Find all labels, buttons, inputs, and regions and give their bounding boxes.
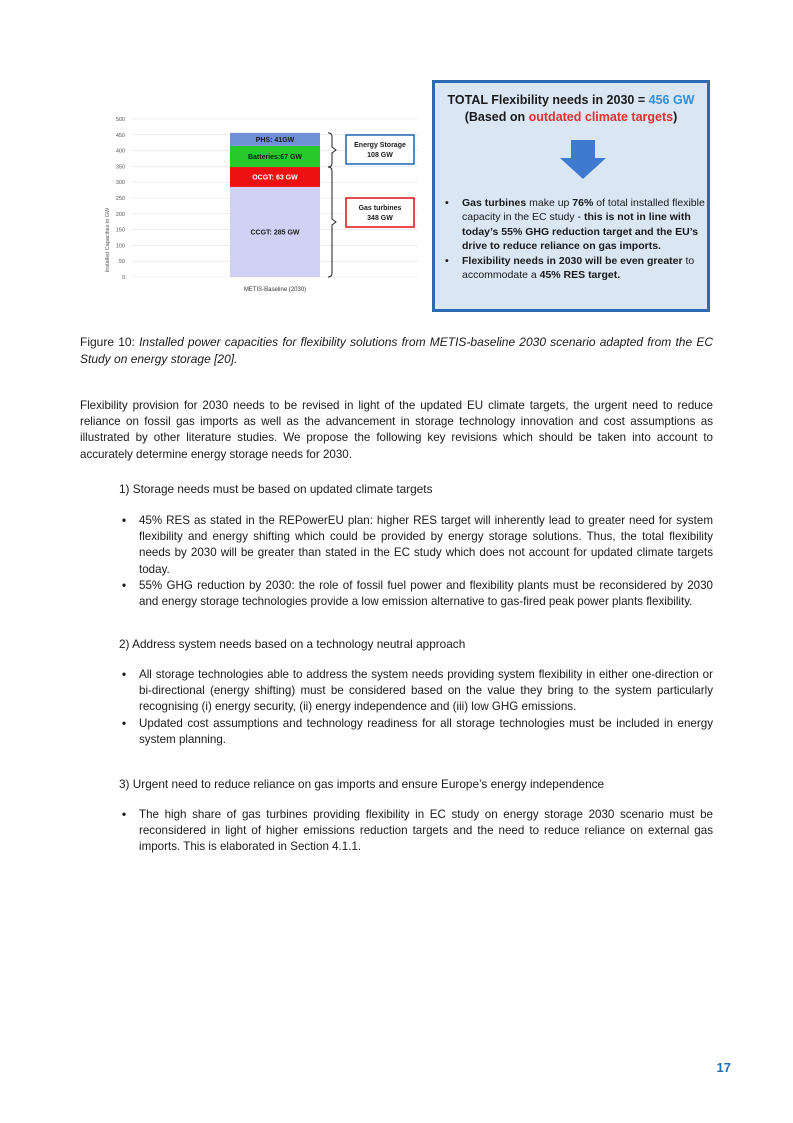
- x-category-label: METIS-Baseline (2030): [243, 287, 307, 293]
- bar-label-batteries: Batteries:67 GW: [247, 153, 303, 161]
- bar-label-ocgt: OCGT: 63 GW: [252, 174, 298, 182]
- flex-box-title: [435, 92, 707, 126]
- flex-bullet-bold: Flexibility needs in 2030 will be even greater: [462, 254, 683, 267]
- y-tick-label: 150: [115, 227, 125, 234]
- y-axis-ticks: [116, 117, 125, 281]
- annotation-title: Energy Storage: [354, 141, 406, 149]
- y-tick-label: 0: [121, 275, 125, 281]
- flex-bullet-bold: 76%: [572, 197, 594, 209]
- section-heading-2: 2) Address system needs based on a technology neutral approach: [119, 637, 466, 651]
- flex-bullet-text: of total installed flexible capacity in the EC study -: [462, 197, 705, 224]
- caption-text: Installed power capacities for flexibility solutions from METIS-baseline 2030 scenario adapted from the EC Study on energy storage [20].: [80, 335, 713, 366]
- chart-annotations: [328, 133, 414, 277]
- flex-bullet: [443, 196, 705, 254]
- flex-bullet-bold: this is not in line with today’s 55% GHG reduction target and the EU’s drive to reduce reliance on gas imports.: [462, 211, 699, 253]
- flex-bullet-text: to accommodate a: [462, 254, 695, 282]
- bar-label-ccgt: CCGT: 285 GW: [250, 229, 300, 237]
- annotation-title: Gas turbines: [358, 205, 402, 213]
- list-item: • 45% RES as stated in the REPowerEU plan: higher RES target will inherently lead to greater need for system flexibility and energy shifting which could be provided by energy storage solutions. Thus, the total flexibility needs by 2030 will be greater than stated in the EC study which does not account for updated climate targets today.: [119, 513, 713, 578]
- flex-subtitle-close: ): [673, 110, 678, 124]
- figure-caption: [80, 334, 713, 367]
- section-heading-1: 1) Storage needs must be based on updated climate targets: [119, 482, 433, 496]
- y-tick-label: 350: [115, 164, 125, 171]
- intro-paragraph: Flexibility provision for 2030 needs to be revised in light of the updated EU climate targets, the urgent need to reduce reliance on fossil gas imports as well as the advancement in storage technology innovation and cost assumptions as illustrated by other literature studies. We propose the following key revisions which should be taken into account to accurately determine energy storage needs for 2030.: [80, 399, 713, 461]
- y-tick-label: 400: [115, 148, 125, 155]
- y-tick-label: 100: [115, 243, 125, 250]
- list-item: • The high share of gas turbines providing flexibility in EC study on energy storage 2030 scenario must be reconsidered in light of higher emissions reduction targets and the need to reduce reliance on external gas imports. This is elaborated in Section 4.1.1.: [119, 807, 713, 856]
- section-3-bullets: [119, 807, 713, 856]
- section-1-bullets: [119, 513, 713, 610]
- list-item: • Updated cost assumptions and technology readiness for all storage technologies must be included in energy system planning.: [119, 716, 713, 748]
- y-tick-label: 300: [115, 180, 125, 187]
- flex-bullet-text: make up: [526, 197, 573, 209]
- flex-subtitle-red: outdated climate targets: [528, 110, 674, 124]
- list-item: • All storage technologies able to address the system needs providing system flexibility in either one-direction or bi-directional (energy shifting) must be considered based on the value they bring to the system particularly recognising (i) energy security, (ii) energy independence and (iii) low GHG emissions.: [119, 667, 713, 716]
- flex-title-prefix: TOTAL Flexibility needs in 2030 =: [447, 93, 649, 107]
- y-tick-label: 250: [115, 196, 125, 202]
- y-tick-label: 50: [118, 259, 125, 266]
- flex-bullet-bold: Gas turbines: [462, 197, 527, 209]
- section-2-bullets: [119, 667, 713, 748]
- flexibility-needs-box: [432, 80, 710, 312]
- flex-box-bullets: [443, 196, 705, 282]
- annotation-box: [346, 198, 414, 227]
- y-tick-label: 500: [115, 117, 125, 123]
- flex-title-value: 456 GW: [648, 93, 695, 107]
- curly-bracket: [328, 133, 336, 167]
- stacked-bar-chart: [80, 78, 425, 308]
- flex-subtitle-open: (Based on: [464, 110, 529, 124]
- page-number: 17: [716, 1060, 731, 1075]
- annotation-value: 108 GW: [367, 151, 393, 159]
- flex-bullet-bold: 45% RES target.: [539, 269, 621, 282]
- y-tick-label: 450: [115, 132, 125, 139]
- annotation-box: [346, 135, 414, 164]
- y-tick-label: 200: [115, 211, 125, 218]
- annotation-value: 348 GW: [367, 215, 393, 223]
- y-axis-label: Installed Capacities in GW: [105, 207, 111, 273]
- curly-bracket: [328, 167, 336, 277]
- bar-label-phs: PHS: 41GW: [255, 136, 295, 144]
- caption-label: Figure 10:: [80, 335, 140, 349]
- flex-bullet: [443, 254, 705, 283]
- bar-segments: [230, 133, 320, 277]
- section-heading-3: 3) Urgent need to reduce reliance on gas imports and ensure Europe’s energy independence: [119, 777, 605, 791]
- list-item: • 55% GHG reduction by 2030: the role of fossil fuel power and flexibility plants must be reconsidered by 2030 and energy storage technologies provide a low emission alternative to gas-fired peak power plants flexibility.: [119, 578, 713, 610]
- down-arrow-icon: [559, 140, 607, 180]
